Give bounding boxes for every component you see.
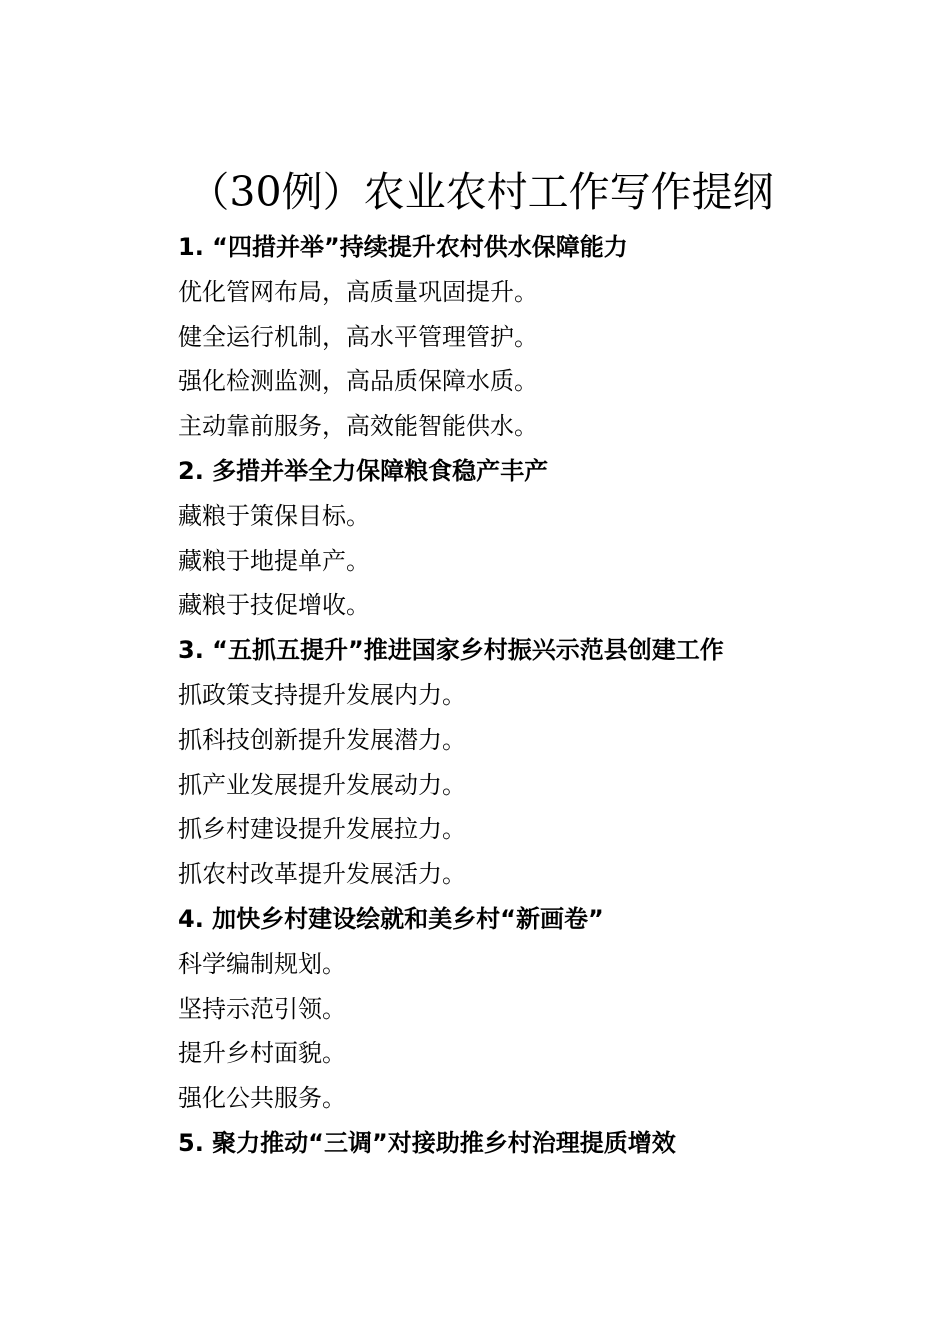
section-4-item: 坚持示范引领。 xyxy=(178,994,346,1023)
section-heading-1: 1. “四措并举”持续提升农村供水保障能力 xyxy=(178,233,628,261)
section-1-item: 健全运行机制，高水平管理管护。 xyxy=(178,322,538,351)
section-2-item: 藏粮于地提单产。 xyxy=(178,546,370,575)
section-heading-2: 2. 多措并举全力保障粮食稳产丰产 xyxy=(178,456,549,485)
section-3-item: 抓科技创新提升发展潜力。 xyxy=(178,725,466,754)
document-body xyxy=(178,225,918,1166)
section-3-item: 抓政策支持提升发展内力。 xyxy=(178,680,466,709)
section-1-item: 优化管网布局，高质量巩固提升。 xyxy=(178,277,538,306)
section-3-item: 抓产业发展提升发展动力。 xyxy=(178,770,466,799)
section-heading-3: 3. “五抓五提升”推进国家乡村振兴示范县创建工作 xyxy=(178,636,724,665)
section-1-item: 强化检测监测，高品质保障水质。 xyxy=(178,367,538,396)
section-3-item: 抓农村改革提升发展活力。 xyxy=(178,860,466,889)
section-4-item: 强化公共服务。 xyxy=(178,1084,346,1113)
document-title: （30例）农业农村工作写作提纲 xyxy=(188,168,774,216)
section-2-item: 藏粮于技促增收。 xyxy=(178,591,370,620)
section-3-item: 抓乡村建设提升发展拉力。 xyxy=(178,815,466,844)
section-heading-4: 4. 加快乡村建设绘就和美乡村“新画卷” xyxy=(178,904,604,933)
section-2-item: 藏粮于策保目标。 xyxy=(178,501,370,530)
section-4-item: 提升乡村面貌。 xyxy=(178,1039,346,1068)
section-heading-5: 5. 聚力推动“三调”对接助推乡村治理提质增效 xyxy=(178,1128,676,1157)
section-4-item: 科学编制规划。 xyxy=(178,949,346,978)
section-1-item: 主动靠前服务，高效能智能供水。 xyxy=(178,412,538,441)
